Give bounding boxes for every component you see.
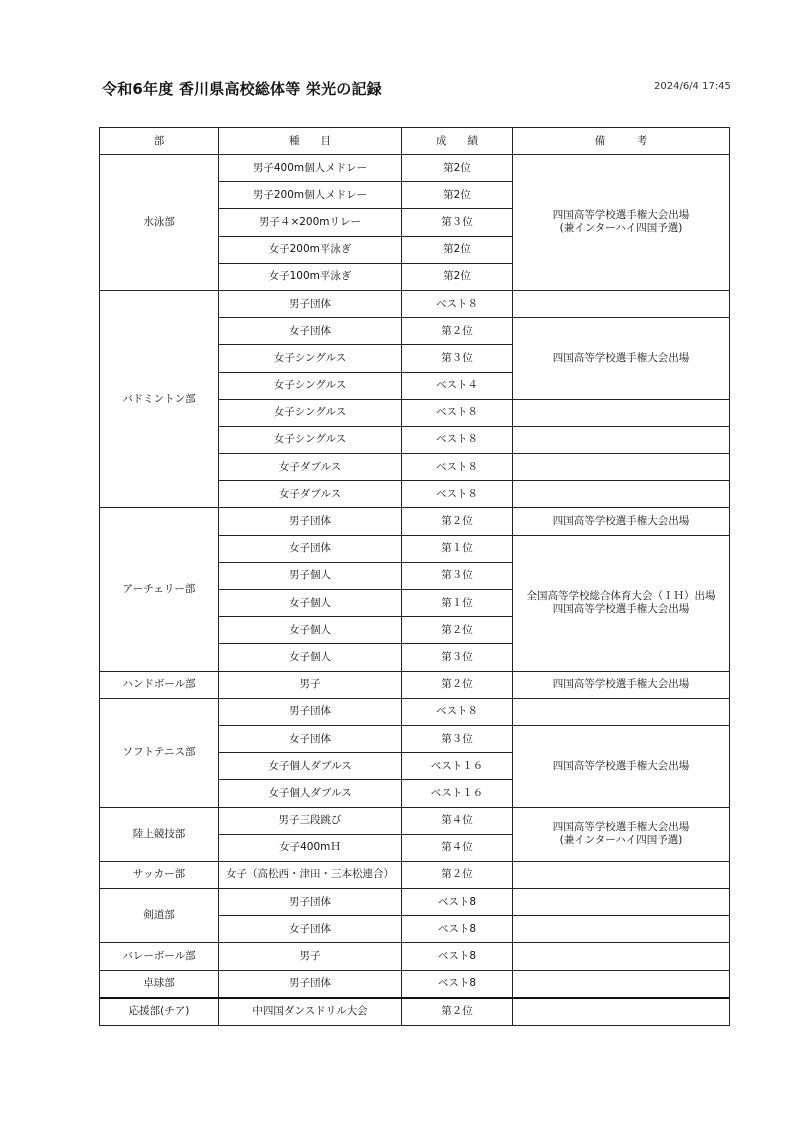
note-cell [513,698,730,725]
club-cell: 剣道部 [100,889,219,943]
club-cell: アーチェリー部 [100,508,219,671]
result-cell: 第３位 [402,644,513,671]
note-line: (兼インターハイ四国予選) [559,222,683,235]
note-cell [513,290,730,317]
event-cell: 男子400m個人メドレー [219,155,402,182]
note-cell: 四国高等学校選手権大会出場 [513,671,730,698]
header-result: 成 績 [402,128,513,155]
event-cell: 女子個人 [219,617,402,644]
header-event: 種 目 [219,128,402,155]
page-title: 令和6年度 香川県高校総体等 栄光の記録 [102,80,382,98]
table-row [100,508,730,535]
note-line: 四国高等学校選手権大会出場 [552,209,690,222]
results-table [99,127,730,1026]
table-row [100,807,730,834]
result-cell: ベスト１６ [402,753,513,780]
note-cell [513,807,730,861]
event-cell: 女子400mＨ [219,834,402,861]
table-row [100,998,730,1026]
result-cell: ベスト１６ [402,780,513,807]
event-cell: 女子ダブルス [219,481,402,508]
event-cell: 男子団体 [219,508,402,535]
result-cell: 第２位 [402,671,513,698]
event-cell: 女子ダブルス [219,454,402,481]
club-cell: バドミントン部 [100,290,219,508]
note-cell [513,535,730,671]
note-cell [513,481,730,508]
result-cell: ベスト8 [402,889,513,916]
timestamp: 2024/6/4 17:45 [654,81,731,92]
event-cell: 男子団体 [219,698,402,725]
note-line: (兼インターハイ四国予選) [559,834,683,847]
event-cell: 男子４×200mリレー [219,209,402,236]
result-cell: ベスト８ [402,426,513,453]
event-cell: 女子シングルス [219,426,402,453]
result-cell: 第2位 [402,263,513,290]
table-row [100,889,730,916]
club-cell: サッカー部 [100,861,219,888]
result-cell: 第２位 [402,617,513,644]
event-cell: 女子団体 [219,916,402,943]
result-cell: 第１位 [402,535,513,562]
result-cell: 第2位 [402,155,513,182]
result-cell: 第３位 [402,725,513,752]
table-row [100,290,730,317]
event-cell: 男子200m個人メドレー [219,182,402,209]
event-cell: 女子団体 [219,535,402,562]
club-cell: ハンドボール部 [100,671,219,698]
event-cell: 女子個人ダブルス [219,780,402,807]
note-cell [513,998,730,1026]
event-cell: 男子団体 [219,970,402,998]
table-row [100,698,730,725]
table-row [100,943,730,970]
event-cell: 男子 [219,943,402,970]
result-cell: 第３位 [402,209,513,236]
result-cell: 第２位 [402,318,513,345]
result-cell: 第2位 [402,182,513,209]
note-cell [513,454,730,481]
note-cell [513,889,730,916]
table-row [100,671,730,698]
event-cell: 女子団体 [219,725,402,752]
result-cell: ベスト8 [402,916,513,943]
header-note: 備 考 [513,128,730,155]
result-cell: ベスト８ [402,698,513,725]
table-row [100,861,730,888]
event-cell: 男子三段跳び [219,807,402,834]
event-cell: 男子団体 [219,290,402,317]
result-cell: ベスト8 [402,943,513,970]
table-row [100,155,730,182]
result-cell: 第１位 [402,590,513,617]
event-cell: 女子シングルス [219,372,402,399]
result-cell: 第２位 [402,508,513,535]
result-cell: 第３位 [402,345,513,372]
result-cell: ベスト８ [402,454,513,481]
note-cell: 四国高等学校選手権大会出場 [513,508,730,535]
result-cell: ベスト４ [402,372,513,399]
event-cell: 女子個人 [219,644,402,671]
result-cell: 第３位 [402,562,513,589]
event-cell: 中四国ダンスドリル大会 [219,998,402,1026]
result-cell: 第４位 [402,834,513,861]
note-cell [513,399,730,426]
result-cell: 第２位 [402,861,513,888]
club-cell: 陸上競技部 [100,807,219,861]
event-cell: 男子 [219,671,402,698]
note-cell: 四国高等学校選手権大会出場 [513,318,730,400]
header-club: 部 [100,128,219,155]
club-cell: バレーボール部 [100,943,219,970]
club-cell: 卓球部 [100,970,219,998]
event-cell: 女子個人 [219,590,402,617]
event-cell: 女子（高松西・津田・三本松連合） [219,861,402,888]
event-cell: 女子個人ダブルス [219,753,402,780]
result-cell: ベスト８ [402,481,513,508]
header-row [100,128,730,155]
note-cell [513,426,730,453]
event-cell: 女子200m平泳ぎ [219,236,402,263]
result-cell: ベスト8 [402,970,513,998]
note-cell [513,861,730,888]
result-cell: 第２位 [402,998,513,1026]
event-cell: 男子個人 [219,562,402,589]
result-cell: 第2位 [402,236,513,263]
event-cell: 女子シングルス [219,399,402,426]
club-cell: 水泳部 [100,155,219,291]
event-cell: 女子100m平泳ぎ [219,263,402,290]
result-cell: ベスト８ [402,399,513,426]
note-cell [513,916,730,943]
result-cell: 第４位 [402,807,513,834]
club-cell: 応援部(チア) [100,998,219,1026]
result-cell: ベスト８ [402,290,513,317]
note-cell [513,970,730,998]
note-cell [513,943,730,970]
note-line: 四国高等学校選手権大会出場 [552,821,690,834]
note-line: 四国高等学校選手権大会出場 [552,603,690,616]
event-cell: 女子団体 [219,318,402,345]
event-cell: 女子シングルス [219,345,402,372]
note-cell: 四国高等学校選手権大会出場 [513,725,730,807]
note-cell [513,155,730,291]
event-cell: 男子団体 [219,889,402,916]
club-cell: ソフトテニス部 [100,698,219,807]
table-row [100,970,730,998]
note-line: 全国高等学校総合体育大会（ＩＨ）出場 [526,590,716,603]
